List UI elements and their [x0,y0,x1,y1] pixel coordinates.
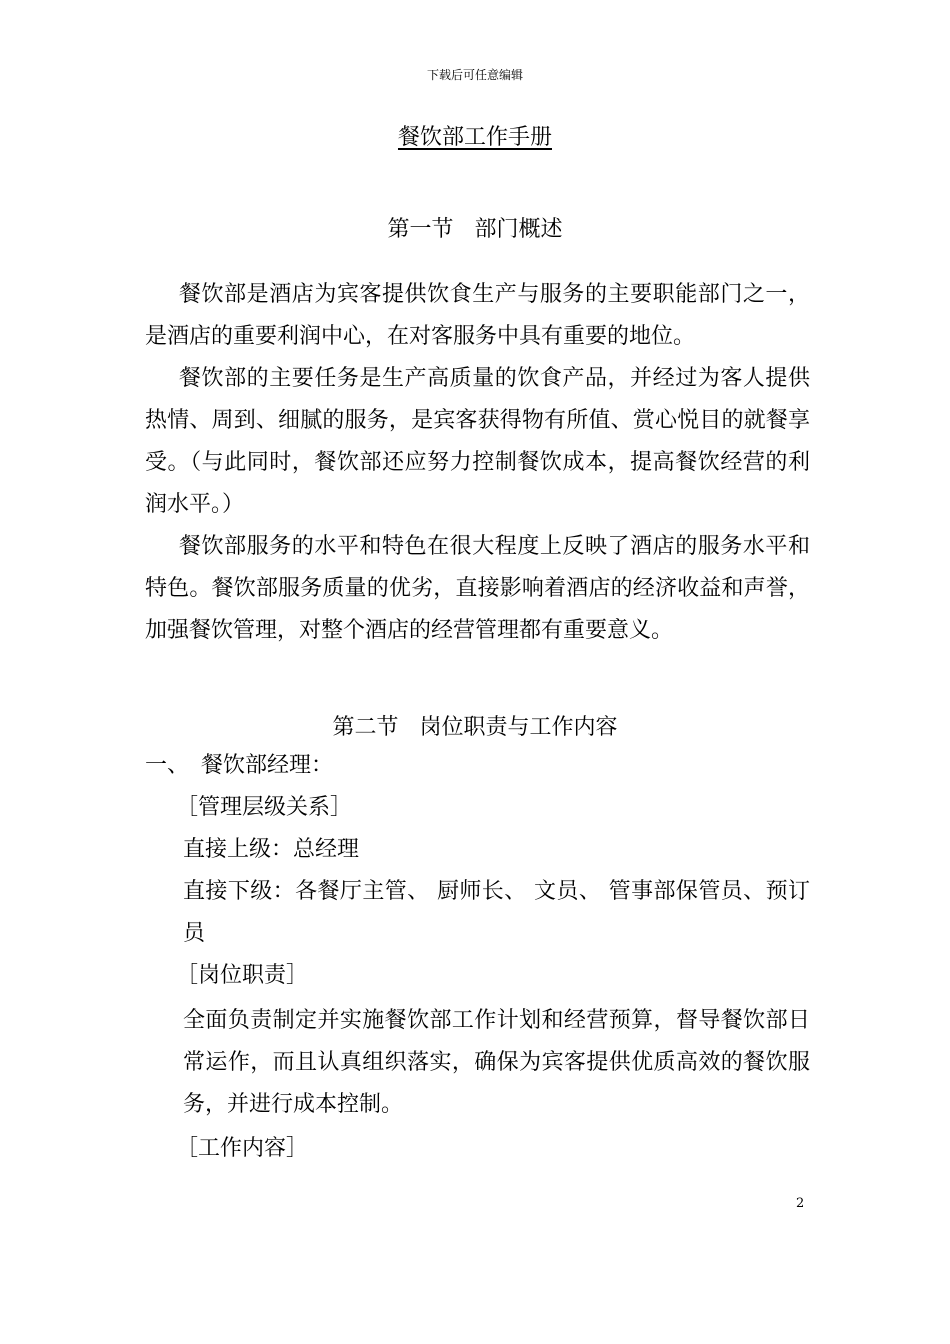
document-title: 餐饮部工作手册 [397,125,552,150]
section1-heading: 第一节 部门概述 [387,217,563,242]
section1-paragraph-3: 餐饮部服务的水平和特色在很大程度上反映了酒店的服务水平和特色。餐饮部服务质量的优劣，直接影响着酒店的经济收益和声誉，加强餐饮管理，对整个酒店的经营管理都有重要意义。 [145,534,810,643]
superior-line: 直接上级：总经理 [183,837,360,862]
subordinates-line: 直接下级：各餐厅主管、 厨师长、 文员、 管事部保管员、预订员 [183,879,810,946]
hierarchy-label: ［管理层级关系］ [176,795,353,820]
duties-label: ［岗位职责］ [176,963,309,988]
section2-heading: 第二节 岗位职责与工作内容 [332,715,618,740]
section1-paragraph-2: 餐饮部的主要任务是生产高质量的饮食产品，并经过为客人提供热情、周到、细腻的服务，是宾客获得物有所值、赏心悦目的就餐享受。（与此同时，餐饮部还应努力控制餐饮成本，提高餐饮经营的利润水平。） [145,366,810,517]
work-label: ［工作内容］ [176,1136,309,1161]
page-number: 2 [796,1196,805,1211]
item1-number: 一、 [145,753,190,778]
item1-title: 餐饮部经理： [201,753,334,778]
section1-paragraph-1: 餐饮部是酒店为宾客提供饮食生产与服务的主要职能部门之一，是酒店的重要利润中心，在对客服务中具有重要的地位。 [145,282,810,349]
duties-text: 全面负责制定并实施餐饮部工作计划和经营预算，督导餐饮部日常运作，而且认真组织落实，确保为宾客提供优质高效的餐饮服务，并进行成本控制。 [183,1008,810,1117]
header-note: 下载后可任意编辑 [426,68,523,82]
